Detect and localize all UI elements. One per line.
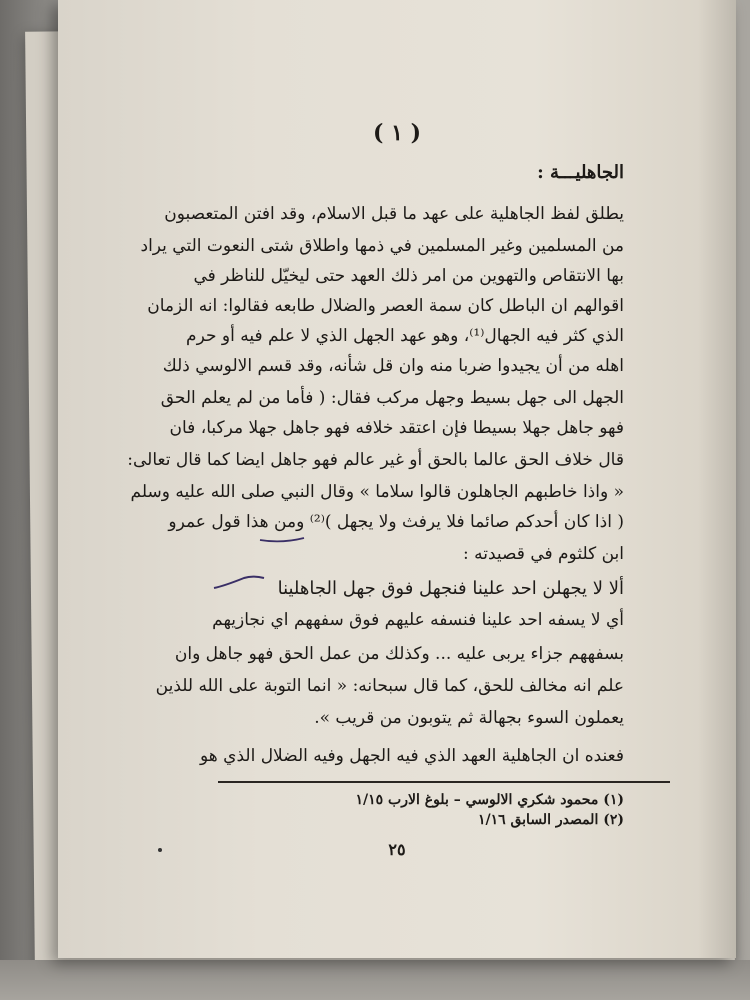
section-title: الجاهليـــة : — [537, 162, 624, 183]
body-line: فهو جاهل جهلا بسيطا فإن اعتقد خلافه فهو جاهل جهلا مركبا، فان — [169, 418, 624, 438]
body-line: ( اذا كان أحدكم صائما فلا يرفث ولا يجهل )⁽²⁾ ومن هذا قول عمرو — [168, 512, 624, 532]
body-line: أي لا يسفه احد علينا فنسفه عليهم فوق سفههم اي نجازيهم — [212, 610, 624, 630]
body-line: بها الانتقاص والتهوين من امر ذلك العهد حتى ليخيّل للناظر في — [193, 266, 624, 286]
body-line: الذي كثر فيه الجهال⁽¹⁾، وهو عهد الجهل الذي لا علم فيه أو حرم — [186, 326, 624, 346]
footnote: (١) محمود شكري الالوسي – بلوغ الارب ١/١٥ — [355, 792, 624, 808]
poem-verse: ألا لا يجهلن احد علينا فنجهل فوق جهل الجاهلينا — [277, 578, 624, 599]
body-line: علم انه مخالف للحق، كما قال سبحانه: « انما التوبة على الله للذين — [155, 676, 624, 696]
body-line: من المسلمين وغير المسلمين في ذمها واطلاق شتى النعوت التي يراد — [140, 236, 624, 256]
handwritten-check-icon — [210, 572, 270, 596]
body-line: ابن كلثوم في قصيدته : — [463, 544, 624, 564]
body-line: اهله من أن يجيدوا ضربا منه وان قل شأنه، وقد قسم الالوسي ذلك — [162, 356, 624, 376]
body-line: قال خلاف الحق عالما بالحق أو غير عالم فهو جاهل ايضا كما قال تعالى: — [127, 450, 624, 470]
ink-dot — [158, 848, 162, 852]
body-line: فعنده ان الجاهلية العهد الذي فيه الجهل وفيه الضلال الذي هو — [200, 746, 624, 766]
body-line: يطلق لفظ الجاهلية على عهد ما قبل الاسلام، وقد افتن المتعصبون — [164, 204, 624, 224]
table-surface — [0, 960, 750, 1000]
handwritten-underline-icon — [258, 534, 308, 544]
body-line: يعملون السوء بجهالة ثم يتوبون من قريب ». — [314, 708, 624, 728]
page-number: ٢٥ — [388, 840, 406, 859]
footnote: (٢) المصدر السابق ١/١٦ — [477, 812, 624, 828]
body-line: الجهل الى جهل بسيط وجهل مركب فقال: ( فأما من لم يعلم الحق — [160, 388, 624, 408]
footnote-separator — [218, 781, 670, 783]
body-line: « واذا خاطبهم الجاهلون قالوا سلاما » وقال النبي صلى الله عليه وسلم — [130, 482, 624, 502]
chapter-number: ( ١ ) — [373, 120, 421, 146]
body-line: اقوالهم ان الباطل كان سمة العصر والضلال طابعه فقالوا: انه الزمان — [147, 296, 624, 316]
book-page — [58, 0, 736, 958]
body-line: بسفههم جزاء يربى عليه ... وكذلك من عمل الحق فهو جاهل وان — [174, 644, 624, 664]
